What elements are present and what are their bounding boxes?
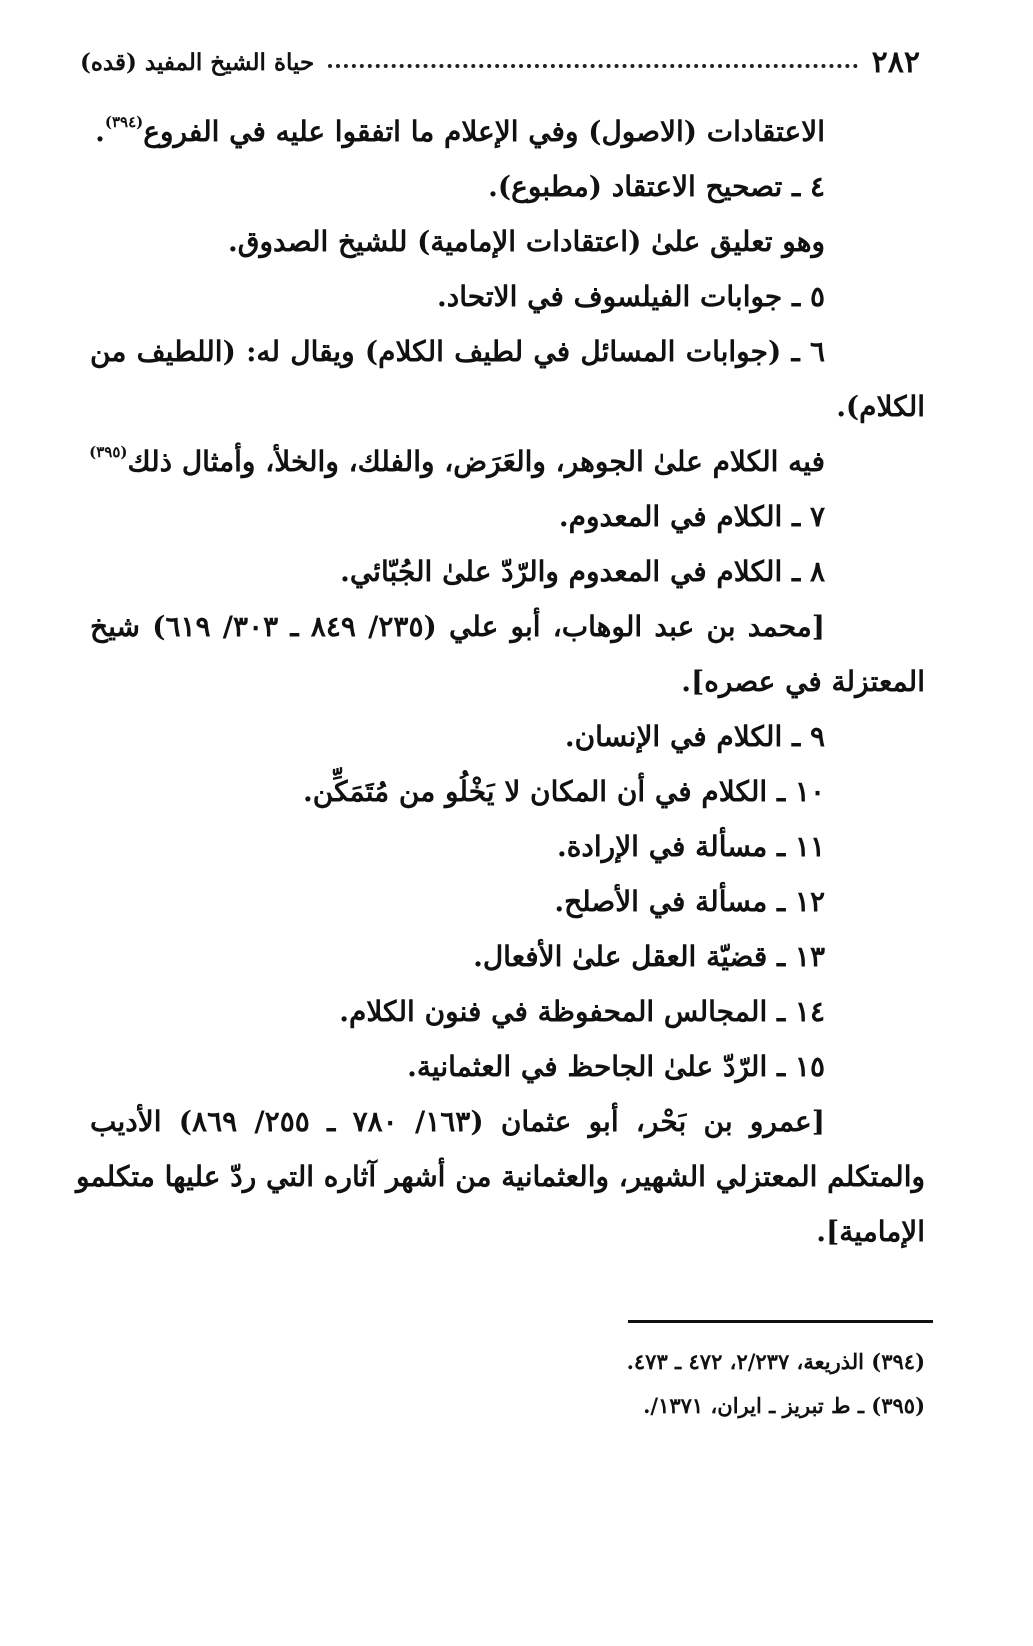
footnote-ref: (٣٩٤): [104, 113, 144, 131]
page-number: ٢٨٢: [871, 44, 920, 80]
list-item: ١٠ ـ الكلام في أن المكان لا يَخْلُو من مُتَمَكِّن.: [303, 775, 825, 808]
text-line: الاعتقادات (الاصول) وفي الإعلام ما اتفقوا عليه في الفروع$^{(٣٩٤)}$.: [95, 113, 825, 148]
list-item: ٨ ـ الكلام في المعدوم والرّدّ علىٰ الجُبّائي.: [340, 555, 825, 588]
page-header: [80, 40, 920, 84]
list-item: ٥ ـ جوابات الفيلسوف في الاتحاد.: [437, 280, 825, 313]
list-item: ٤ ـ تصحيح الاعتقاد (مطبوع).: [488, 170, 825, 203]
running-title: حياة الشيخ المفيد (قده): [80, 48, 315, 76]
bio-note: المعتزلة في عصره].: [681, 665, 925, 698]
list-item: ١٣ ـ قضيّة العقل علىٰ الأفعال.: [473, 940, 825, 973]
footnote-ref: (٣٩٥): [89, 443, 128, 461]
text-line: وهو تعليق علىٰ (اعتقادات الإمامية) للشيخ الصدوق.: [228, 225, 825, 258]
bio-note: [محمد بن عبد الوهاب، أبو علي (٢٣٥/ ٨٤٩ ـ ٣٠٣/ ٦١٩) شيخ: [90, 610, 826, 643]
list-item: ٩ ـ الكلام في الإنسان.: [564, 720, 825, 753]
text-line: فيه الكلام علىٰ الجوهر، والعَرَض، والفلك، والخلأ، وأمثال ذلك$^{(٣٩٥)}$: [89, 443, 825, 478]
bio-note: والمتكلم المعتزلي الشهير، والعثمانية من أشهر آثاره التي ردّ عليها متكلمو: [76, 1160, 925, 1193]
main-text: [76, 104, 925, 1259]
footnote-395: (٣٩٥) ـ ط تبريز ـ ايران، ١٣٧١/.: [643, 1393, 925, 1418]
list-item: ١٤ ـ المجالس المحفوظة في فنون الكلام.: [339, 995, 825, 1028]
bio-note: [عمرو بن بَحْر، أبو عثمان (١٦٣/ ٧٨٠ ـ ٢٥٥/ ٨٦٩) الأديب: [90, 1105, 826, 1138]
bio-note: الإمامية].: [816, 1215, 925, 1248]
list-item: ٧ ـ الكلام في المعدوم.: [558, 500, 825, 533]
list-item: ٦ ـ (جوابات المسائل في لطيف الكلام) ويقال له: (اللطيف من: [90, 335, 825, 368]
list-item: ١٢ ـ مسألة في الأصلح.: [554, 885, 825, 918]
text-line: الكلام).: [836, 390, 925, 423]
list-item: ١١ ـ مسألة في الإرادة.: [557, 830, 825, 863]
dotted-leader: [328, 64, 857, 68]
footnotes: [90, 1340, 925, 1428]
footnote-394: (٣٩٤) الذريعة، ٢/٢٣٧، ٤٧٢ ـ ٤٧٣.: [626, 1349, 925, 1374]
footnote-separator: [628, 1320, 933, 1323]
list-item: ١٥ ـ الرّدّ علىٰ الجاحظ في العثمانية.: [407, 1050, 825, 1083]
